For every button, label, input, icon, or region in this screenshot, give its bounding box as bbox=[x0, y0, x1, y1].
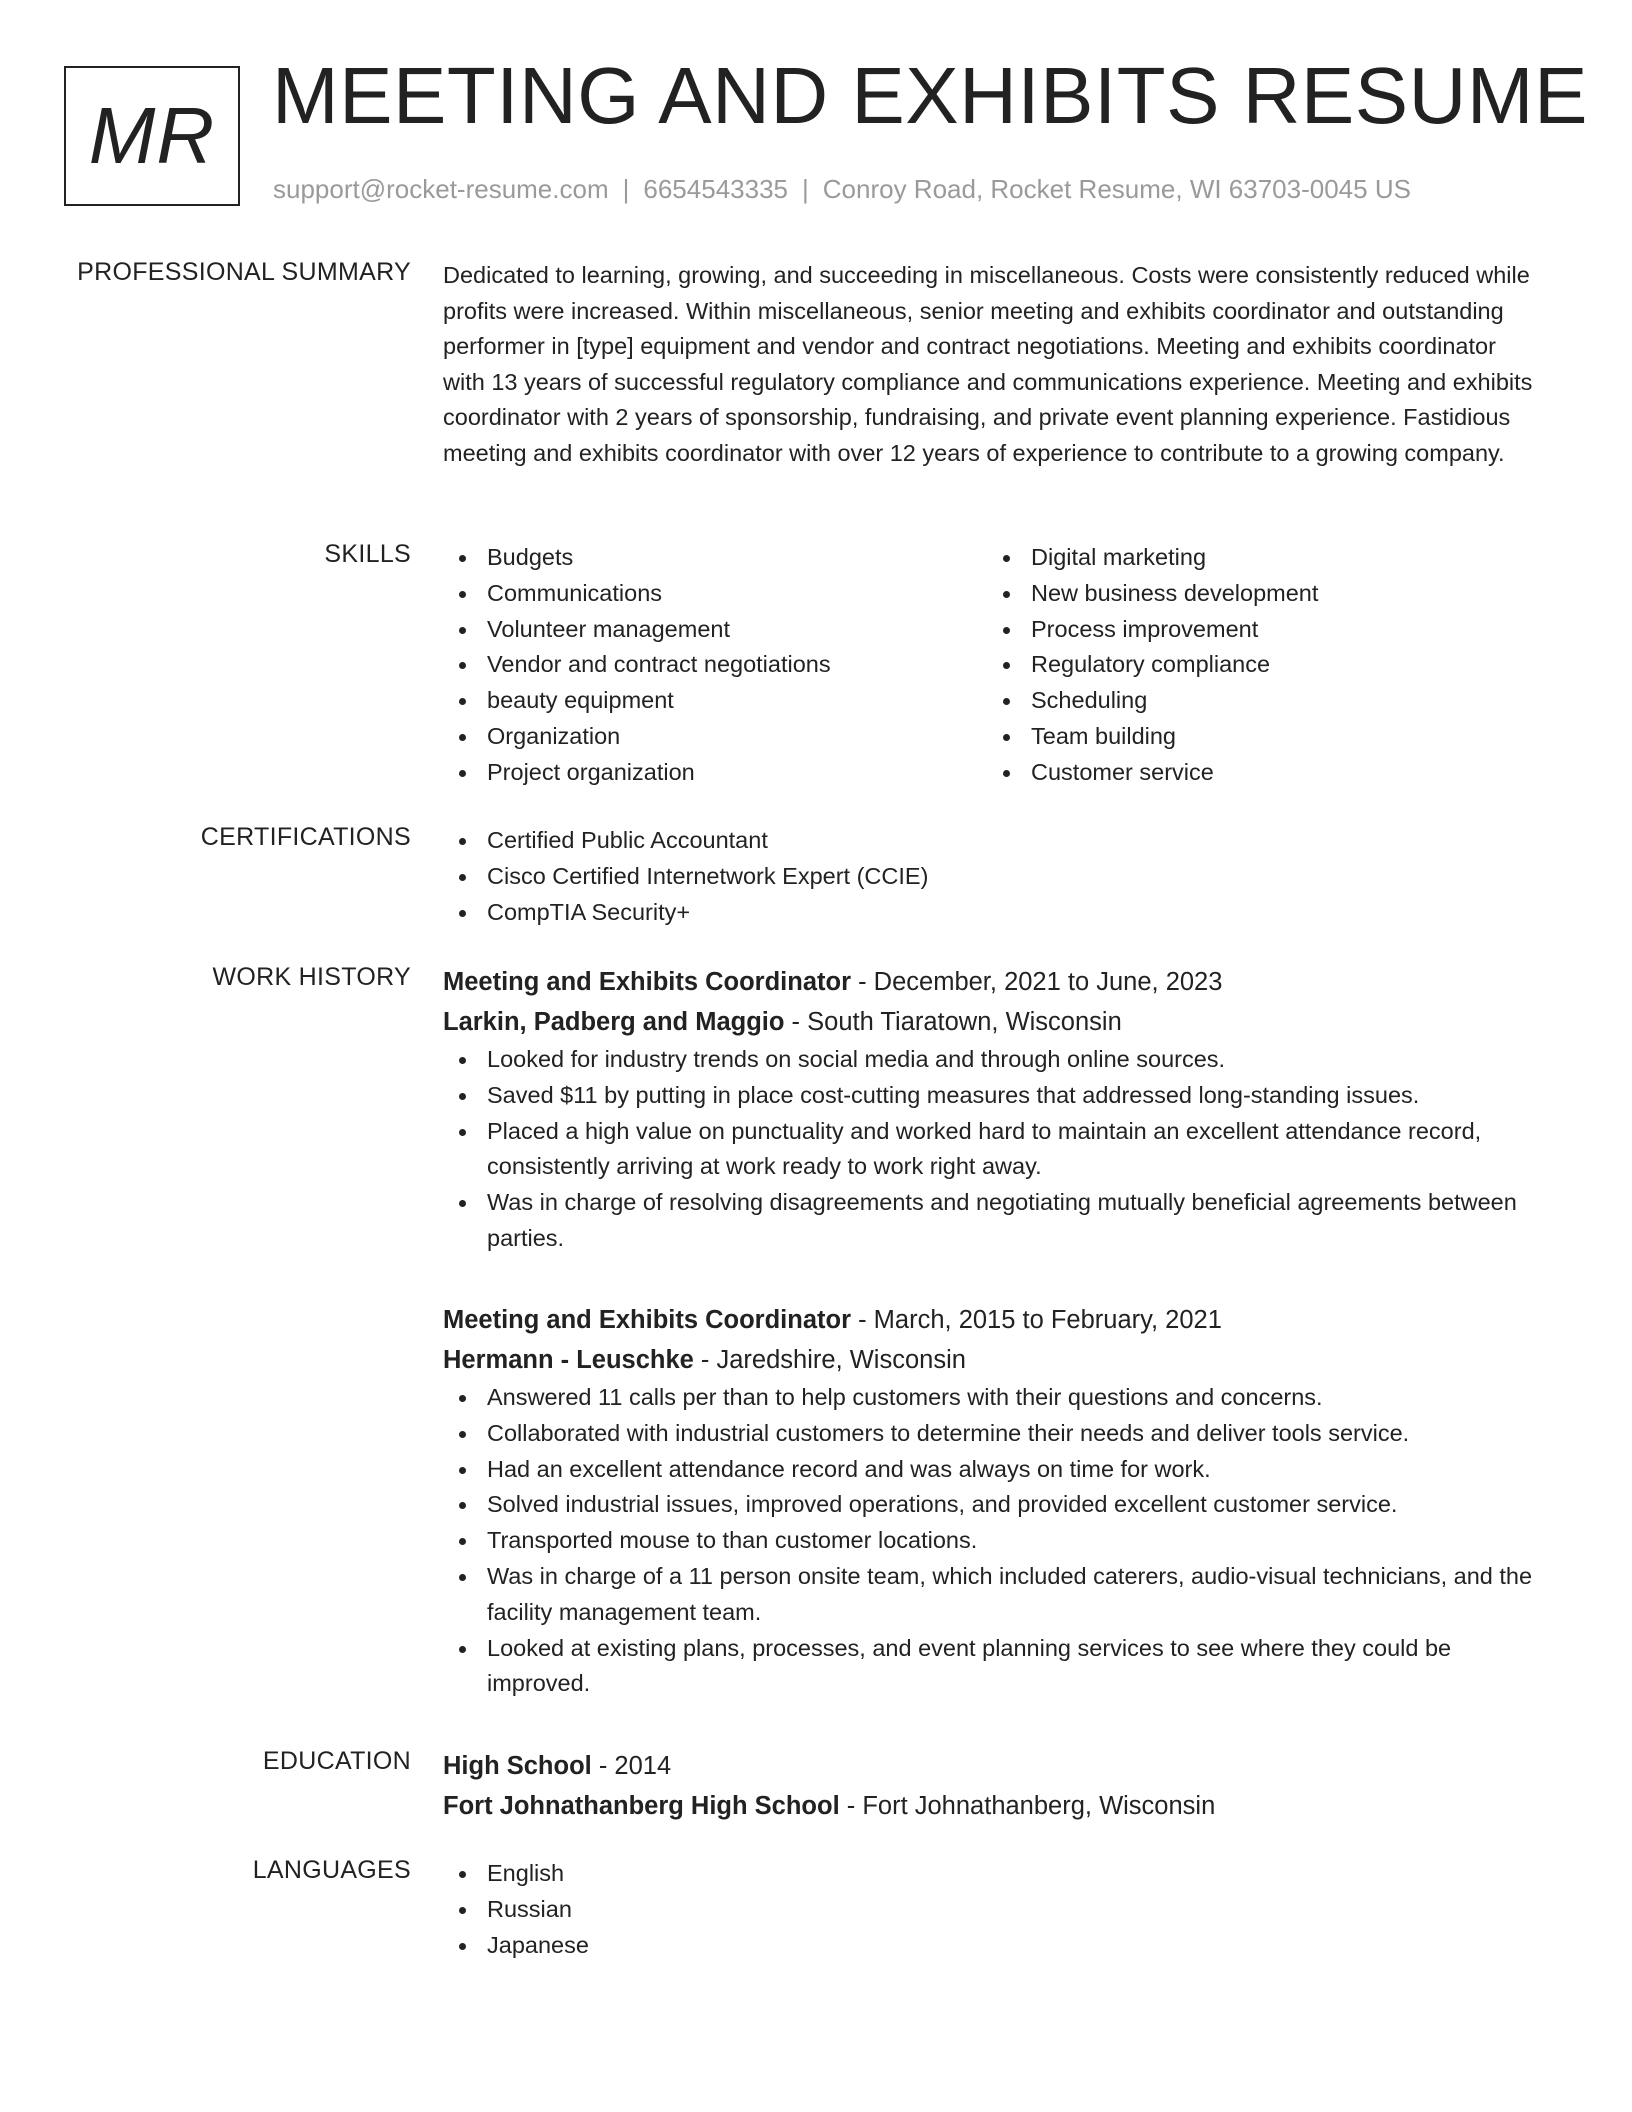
contact-line bbox=[273, 174, 1411, 205]
summary-body bbox=[443, 258, 1533, 472]
skill-item: Volunteer management bbox=[443, 612, 983, 648]
language-item: Japanese bbox=[443, 1928, 1543, 1964]
job-bullet: Saved $11 by putting in place cost-cutting measures that addressed long-standing issues. bbox=[443, 1078, 1543, 1114]
certifications-heading: CERTIFICATIONS bbox=[200, 823, 411, 851]
job-bullet: Looked for industry trends on social media and through online sources. bbox=[443, 1042, 1543, 1078]
languages-heading: LANGUAGES bbox=[252, 1856, 411, 1884]
education-school: Fort Johnathanberg High School bbox=[443, 1792, 840, 1820]
skill-item: Communications bbox=[443, 576, 983, 612]
initials-monogram: MR bbox=[64, 66, 240, 206]
job-title: Meeting and Exhibits Coordinator bbox=[443, 1306, 852, 1334]
contact-separator: | bbox=[802, 174, 809, 204]
job-bullet: Had an excellent attendance record and was always on time for work. bbox=[443, 1452, 1543, 1488]
education-degree: High School bbox=[443, 1752, 592, 1780]
contact-separator: | bbox=[622, 174, 630, 204]
education-heading: EDUCATION bbox=[262, 1747, 411, 1775]
contact-email: support@rocket-resume.com bbox=[273, 174, 609, 204]
job-company-line bbox=[443, 1002, 1543, 1042]
skill-item: Vendor and contract negotiations bbox=[443, 647, 983, 683]
skill-item: Regulatory compliance bbox=[987, 647, 1527, 683]
job-bullet: Was in charge of a 11 person onsite team, which included caterers, audio-visual technicians, and the facility management team. bbox=[443, 1559, 1543, 1631]
job-title-line bbox=[443, 962, 1543, 1002]
skills-body bbox=[443, 540, 1543, 800]
certification-item: CompTIA Security+ bbox=[443, 895, 1543, 931]
skill-item: Customer service bbox=[987, 755, 1527, 791]
certification-item: Cisco Certified Internetwork Expert (CCIE) bbox=[443, 859, 1543, 895]
language-item: Russian bbox=[443, 1892, 1543, 1928]
education-body bbox=[443, 1746, 1543, 1826]
contact-phone: 6654543335 bbox=[643, 174, 788, 204]
job-bullet: Collaborated with industrial customers to determine their needs and deliver tools service. bbox=[443, 1416, 1543, 1452]
job-entry bbox=[443, 962, 1543, 1257]
education-degree-line bbox=[443, 1746, 1543, 1786]
skill-item: Project organization bbox=[443, 755, 983, 791]
skill-item: Digital marketing bbox=[987, 540, 1527, 576]
job-title: Meeting and Exhibits Coordinator bbox=[443, 968, 852, 996]
summary-text: Dedicated to learning, growing, and succeeding in miscellaneous. Costs were consistently reduced while profits were increased. Within miscellaneous, senior meeting and exhibits coordinator and outstanding performer in [type] equipment and vendor and contract negotiations. Meeting and exhibits coordinator with 13 years of successful regulatory compliance and communications experience. Meeting and exhibits coordinator with 2 years of sponsorship, fundraising, and private event planning experience. Fastidious meeting and exhibits coordinator with over 12 years of experience to contribute to a growing company. bbox=[443, 262, 1533, 466]
education-year: - 2014 bbox=[591, 1752, 672, 1780]
job-location: - South Tiaratown, Wisconsin bbox=[784, 1008, 1122, 1036]
job-location: - Jaredshire, Wisconsin bbox=[693, 1346, 966, 1374]
job-bullets bbox=[443, 1380, 1543, 1702]
skill-item: Team building bbox=[987, 719, 1527, 755]
skills-list-right bbox=[987, 540, 1527, 791]
job-bullet: Placed a high value on punctuality and worked hard to maintain an excellent attendance record, consistently arriving at work ready to work right away. bbox=[443, 1114, 1543, 1186]
contact-address: Conroy Road, Rocket Resume, WI 63703-0045 US bbox=[822, 174, 1411, 204]
job-dates: - March, 2015 to February, 2021 bbox=[851, 1306, 1222, 1334]
languages-list bbox=[443, 1856, 1543, 1963]
skill-item: Budgets bbox=[443, 540, 983, 576]
job-bullet: Was in charge of resolving disagreements and negotiating mutually beneficial agreements between parties. bbox=[443, 1185, 1543, 1257]
job-company: Larkin, Padberg and Maggio bbox=[443, 1008, 785, 1036]
languages-body bbox=[443, 1856, 1543, 1963]
skills-list-left bbox=[443, 540, 983, 791]
job-company-line bbox=[443, 1340, 1543, 1380]
summary-heading: PROFESSIONAL SUMMARY bbox=[77, 258, 411, 286]
job-bullets bbox=[443, 1042, 1543, 1257]
education-school-line bbox=[443, 1786, 1543, 1826]
skill-item: Organization bbox=[443, 719, 983, 755]
job-bullet: Transported mouse to than customer locations. bbox=[443, 1523, 1543, 1559]
skill-item: Scheduling bbox=[987, 683, 1527, 719]
work-history-heading: WORK HISTORY bbox=[212, 963, 411, 991]
job-bullet: Solved industrial issues, improved operations, and provided excellent customer service. bbox=[443, 1487, 1543, 1523]
skill-item: New business development bbox=[987, 576, 1527, 612]
language-item: English bbox=[443, 1856, 1543, 1892]
resume-header bbox=[0, 0, 1632, 240]
resume-title: MEETING AND EXHIBITS RESUME bbox=[272, 51, 1588, 140]
job-bullet: Looked at existing plans, processes, and event planning services to see where they could be improved. bbox=[443, 1631, 1543, 1703]
job-dates: - December, 2021 to June, 2023 bbox=[851, 968, 1223, 996]
job-entry bbox=[443, 1300, 1543, 1702]
certification-item: Certified Public Accountant bbox=[443, 823, 1543, 859]
work-history-body bbox=[443, 962, 1543, 1697]
certifications-body bbox=[443, 823, 1543, 930]
skill-item: Process improvement bbox=[987, 612, 1527, 648]
job-title-line bbox=[443, 1300, 1543, 1340]
skills-heading: SKILLS bbox=[324, 540, 411, 568]
education-location: - Fort Johnathanberg, Wisconsin bbox=[839, 1792, 1216, 1820]
job-bullet: Answered 11 calls per than to help customers with their questions and concerns. bbox=[443, 1380, 1543, 1416]
skill-item: beauty equipment bbox=[443, 683, 983, 719]
certifications-list bbox=[443, 823, 1543, 930]
job-company: Hermann - Leuschke bbox=[443, 1346, 694, 1374]
